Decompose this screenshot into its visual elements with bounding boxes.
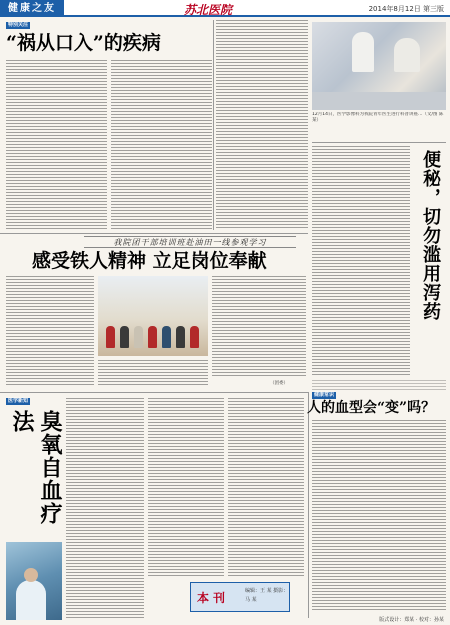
- ozone-body-col-1: [66, 398, 144, 620]
- newspaper-name: 苏北医院: [184, 3, 233, 17]
- doctor-photo: [6, 542, 62, 620]
- section-rule-2: [0, 233, 308, 234]
- ozone-tag: 医学新知: [8, 398, 29, 404]
- column-rule-2: [308, 392, 309, 618]
- training-banner: 我院团干部培训班赴油田一线参观学习: [84, 236, 296, 248]
- training-body-col-3: [212, 276, 306, 376]
- training-byline: （团委）: [270, 381, 288, 386]
- blood-tag: 健康常识: [314, 392, 335, 398]
- ozone-body-col-2: [148, 398, 224, 578]
- constipation-tail: [312, 380, 446, 390]
- section-rule: [312, 142, 446, 143]
- masthead: [0, 0, 450, 17]
- feature-body-col-3: [216, 20, 308, 230]
- feature-body-col-1: [6, 60, 107, 230]
- column-name: 本刊: [197, 591, 230, 605]
- constipation-headline: 便秘，切勿滥用泻药: [420, 150, 441, 321]
- photo-caption: 12月14日，医学影像科为我院青年医生进行科普讲座…（文/图 陈某）: [312, 112, 444, 123]
- column-credits: 编辑：王 某 摄影：马 某: [245, 588, 289, 603]
- training-headline: 感受铁人精神 立足岗位奉献: [32, 250, 267, 272]
- training-body-col-1: [6, 276, 94, 386]
- hospital-lecture-photo: [312, 22, 446, 110]
- feature-body-col-2: [111, 60, 212, 230]
- training-body-col-2: [98, 360, 208, 386]
- feature-tag: 特别关注: [8, 22, 29, 28]
- constipation-body: [312, 146, 410, 376]
- ozone-headline: 臭氧自血疗法: [9, 410, 63, 525]
- blood-headline: 人的血型会“变”吗？: [307, 400, 436, 416]
- column-rule: [213, 20, 214, 230]
- feature-headline: “祸从口入”的疾病: [6, 32, 161, 54]
- column-footer-box: [190, 582, 290, 612]
- section-title: 健康之友: [0, 0, 64, 17]
- section-rule-3: [0, 392, 308, 393]
- blood-body: [312, 420, 446, 610]
- page-footer: 版式设计：郑某 · 校对：孙某: [379, 617, 444, 623]
- group-photo: [98, 276, 208, 356]
- issue-date: 2014年8月12日 第三版: [368, 5, 444, 13]
- ozone-body-col-3: [228, 398, 304, 578]
